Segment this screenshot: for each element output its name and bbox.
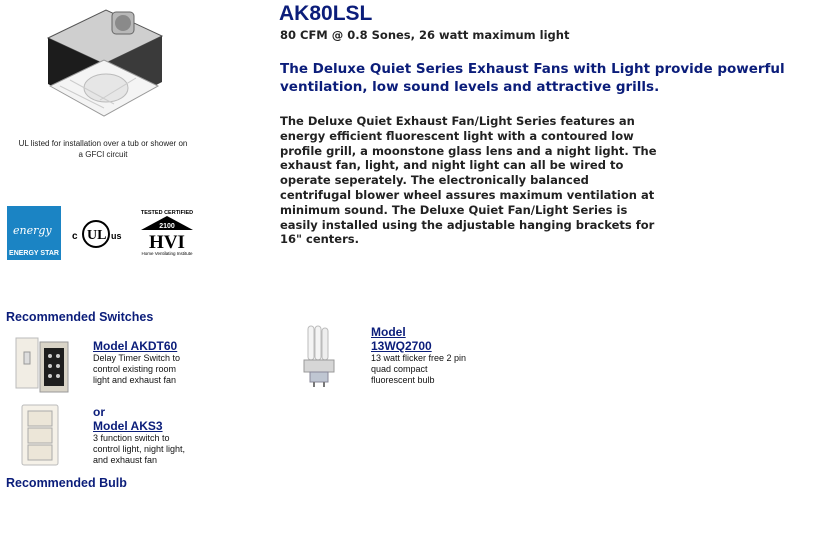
model-13wq2700-link-line1[interactable]: Model [371, 325, 406, 339]
svg-text:us: us [111, 231, 122, 241]
energy-star-label: ENERGY STAR [9, 250, 59, 257]
switch-akdt60-block [93, 339, 193, 386]
model-13wq2700-description: 13 watt flicker free 2 pin quad compact fluorescent bulb [371, 353, 467, 385]
energy-star-logo [7, 206, 61, 260]
svg-text:c: c [72, 231, 78, 242]
model-aks3-description: 3 function switch to control light, night light, and exhaust fan [93, 433, 186, 465]
ul-listing-note: UL listed for installation over a tub or shower on a GFCI circuit [18, 139, 188, 159]
three-function-switch-image [20, 404, 60, 466]
product-model-title: AK80LSL [279, 2, 373, 25]
fluorescent-bulb-image [298, 324, 340, 388]
product-specs: 80 CFM @ 0.8 Sones, 26 watt maximum light [280, 28, 570, 42]
switch-aks3-block [93, 405, 193, 466]
model-akdt60-description: Delay Timer Switch to control existing room light and exhaust fan [93, 353, 181, 385]
product-tagline: The Deluxe Quiet Series Exhaust Fans with Light provide powerful ventilation, low sound levels and attractive grills. [280, 61, 785, 95]
svg-text:2100: 2100 [159, 223, 175, 230]
model-aks3-link[interactable]: Model AKS3 [93, 419, 163, 433]
svg-text:UL: UL [87, 228, 107, 243]
energy-star-script: energy [13, 224, 52, 237]
delay-timer-switch-image [14, 334, 70, 394]
or-separator: or [93, 405, 105, 419]
hvi-certified-logo [135, 208, 199, 258]
svg-text:HVI: HVI [149, 232, 185, 253]
recommended-switches-heading: Recommended Switches [6, 310, 154, 324]
bulb-13wq2700-block [371, 325, 471, 386]
model-13wq2700-link-line2[interactable]: 13WQ2700 [371, 339, 432, 353]
product-description: The Deluxe Quiet Exhaust Fan/Light Series features an energy efficient fluorescent light with a contoured low profile grill, a moonstone glass lens and a night light. The exhaust fan, light, and night light can all be wired to operate seperately. The electronically balanced centrifugal blower wheel assures maximum ventilation at minimum sound. The Deluxe Quiet Fan/Light Series is easily installed using the adjustable hanging brackets for 16" centers. [280, 114, 657, 247]
exhaust-fan-image [40, 8, 166, 120]
cul-us-logo [70, 218, 124, 250]
recommended-bulb-heading: Recommended Bulb [6, 476, 127, 490]
svg-text:TESTED CERTIFIED: TESTED CERTIFIED [140, 210, 194, 216]
model-akdt60-link[interactable]: Model AKDT60 [93, 339, 178, 353]
svg-text:Home Ventilating Institute: Home Ventilating Institute [141, 251, 193, 256]
